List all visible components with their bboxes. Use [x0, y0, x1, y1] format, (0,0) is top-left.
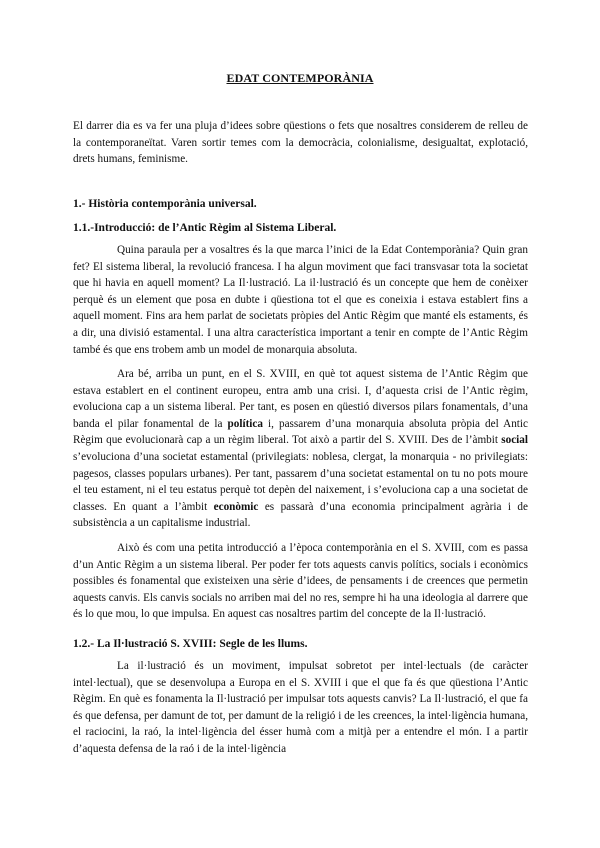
section-1-1-heading: 1.1.-Introducció: de l’Antic Règim al Sistema Liberal. — [73, 222, 337, 234]
section-1-1-paragraph-3: Això és com una petita introducció a l’època contemporània en el S. XVIII, com es passa d’un Antic Règim a un sistema liberal. Per poder fer tots aquests canvis polítics, socials i econòmics possibles és fonamental que existeixen una sèrie d’idees, de pensaments i de creences que permetin aquests canvis. Els canvis socials no arriben mai del no res, sempre hi ha una ideologia al darrere que és lo que mou, lo que impulsa. En aquest cas nosaltres partim del concepte de la Il·lustració. — [73, 542, 528, 621]
bold-term-economic: econòmic — [213, 500, 259, 513]
bold-term-politica: política — [227, 417, 263, 430]
document-title: EDAT CONTEMPORÀNIA — [226, 71, 374, 85]
bold-term-social: social — [501, 434, 528, 447]
intro-paragraph: El darrer dia es va fer una pluja d’idees sobre qüestions o fets que nosaltres considerem de relleu de la contemporaneïtat. Varen sortir temes com la democràcia, colonialisme, desigualtat, explotació, drets humans, feminisme. — [73, 120, 528, 166]
section-1-2-heading: 1.2.- La Il·lustració S. XVIII: Segle de les llums. — [73, 638, 308, 650]
section-1-2-paragraph-1: La il·lustració és un moviment, impulsat sobretot per intel·lectuals (de caràcter intel·lectual), que se desenvolupa a Europa en el S. XVIII i que el que fa és que qüestiona l’Antic Règim. En què es fonamenta la Il·lustració per impulsar tots aquests canvis? La Il·lustració, el que fa és que defensa, per damunt de tot, per damunt de la religió i de les creences, la intel·ligència humana, el raciocini, la raó, la intel·ligència del ésser humà com a mitjà per a entendre el món. I a partir d’aquesta defensa de la raó i de la intel·ligència — [73, 660, 528, 755]
section-1-1-paragraph-2 — [73, 366, 528, 532]
section-1-heading: 1.- Història contemporània universal. — [73, 198, 257, 210]
paragraph-text: i, passarem d’una monarquia absoluta pròpia del Antic Règim que evolucionarà cap a un règim liberal. Tot això a partir del S. XVIII. Des de l’àmbit — [73, 417, 528, 447]
section-1-1-paragraph-1: Quina paraula per a vosaltres és la que marca l’inici de la Edat Contemporània? Quin gran fet? El sistema liberal, la revolució francesa. I ha algun moviment que faci transvasar tota la societat que hi havia en aquell moment? La Il·lustració. La il·lustració és un concepte que hem de conèixer perquè és un element que posa en dubte i qüestiona tot el que es coneixia i estava establert fins a aquell moment. Fins ara hem parlat de societats pròpies del Antic Règim que manté els estaments, és a dir, una divisió estamental. I una altra característica important a tenir en compte de l’Antic Règim també és que ens trobem amb un model de monarquia absoluta. — [73, 244, 528, 356]
paragraph-text: s’evoluciona d’una societat estamental (privilegiats: noblesa, clergat, la monarquia - no privilegiats: pagesos, classes populars urbanes). Per tant, passarem d’una societat estamental on tu no pots moure el teu estament, ni el teu estatus perquè tot depèn del naixement, i s’evoluciona cap a una societat de classes. En quant a l’àmbit — [73, 450, 528, 513]
paragraph-text: es passarà d’una economia principalment agrària i de subsistència a un capitalisme industrial. — [73, 500, 528, 530]
paragraph-text: Ara bé, arriba un punt, en el S. XVIII, en què tot aquest sistema de l’Antic Règim que estava establert en el continent europeu, entra amb una crisi. I, d’aquesta crisi de l’Antic règim, evoluciona cap a un sistema liberal. Per tant, es posen en qüestió diversos pilars fonamentals, d’una banda el pilar fonamental de la — [73, 368, 528, 430]
